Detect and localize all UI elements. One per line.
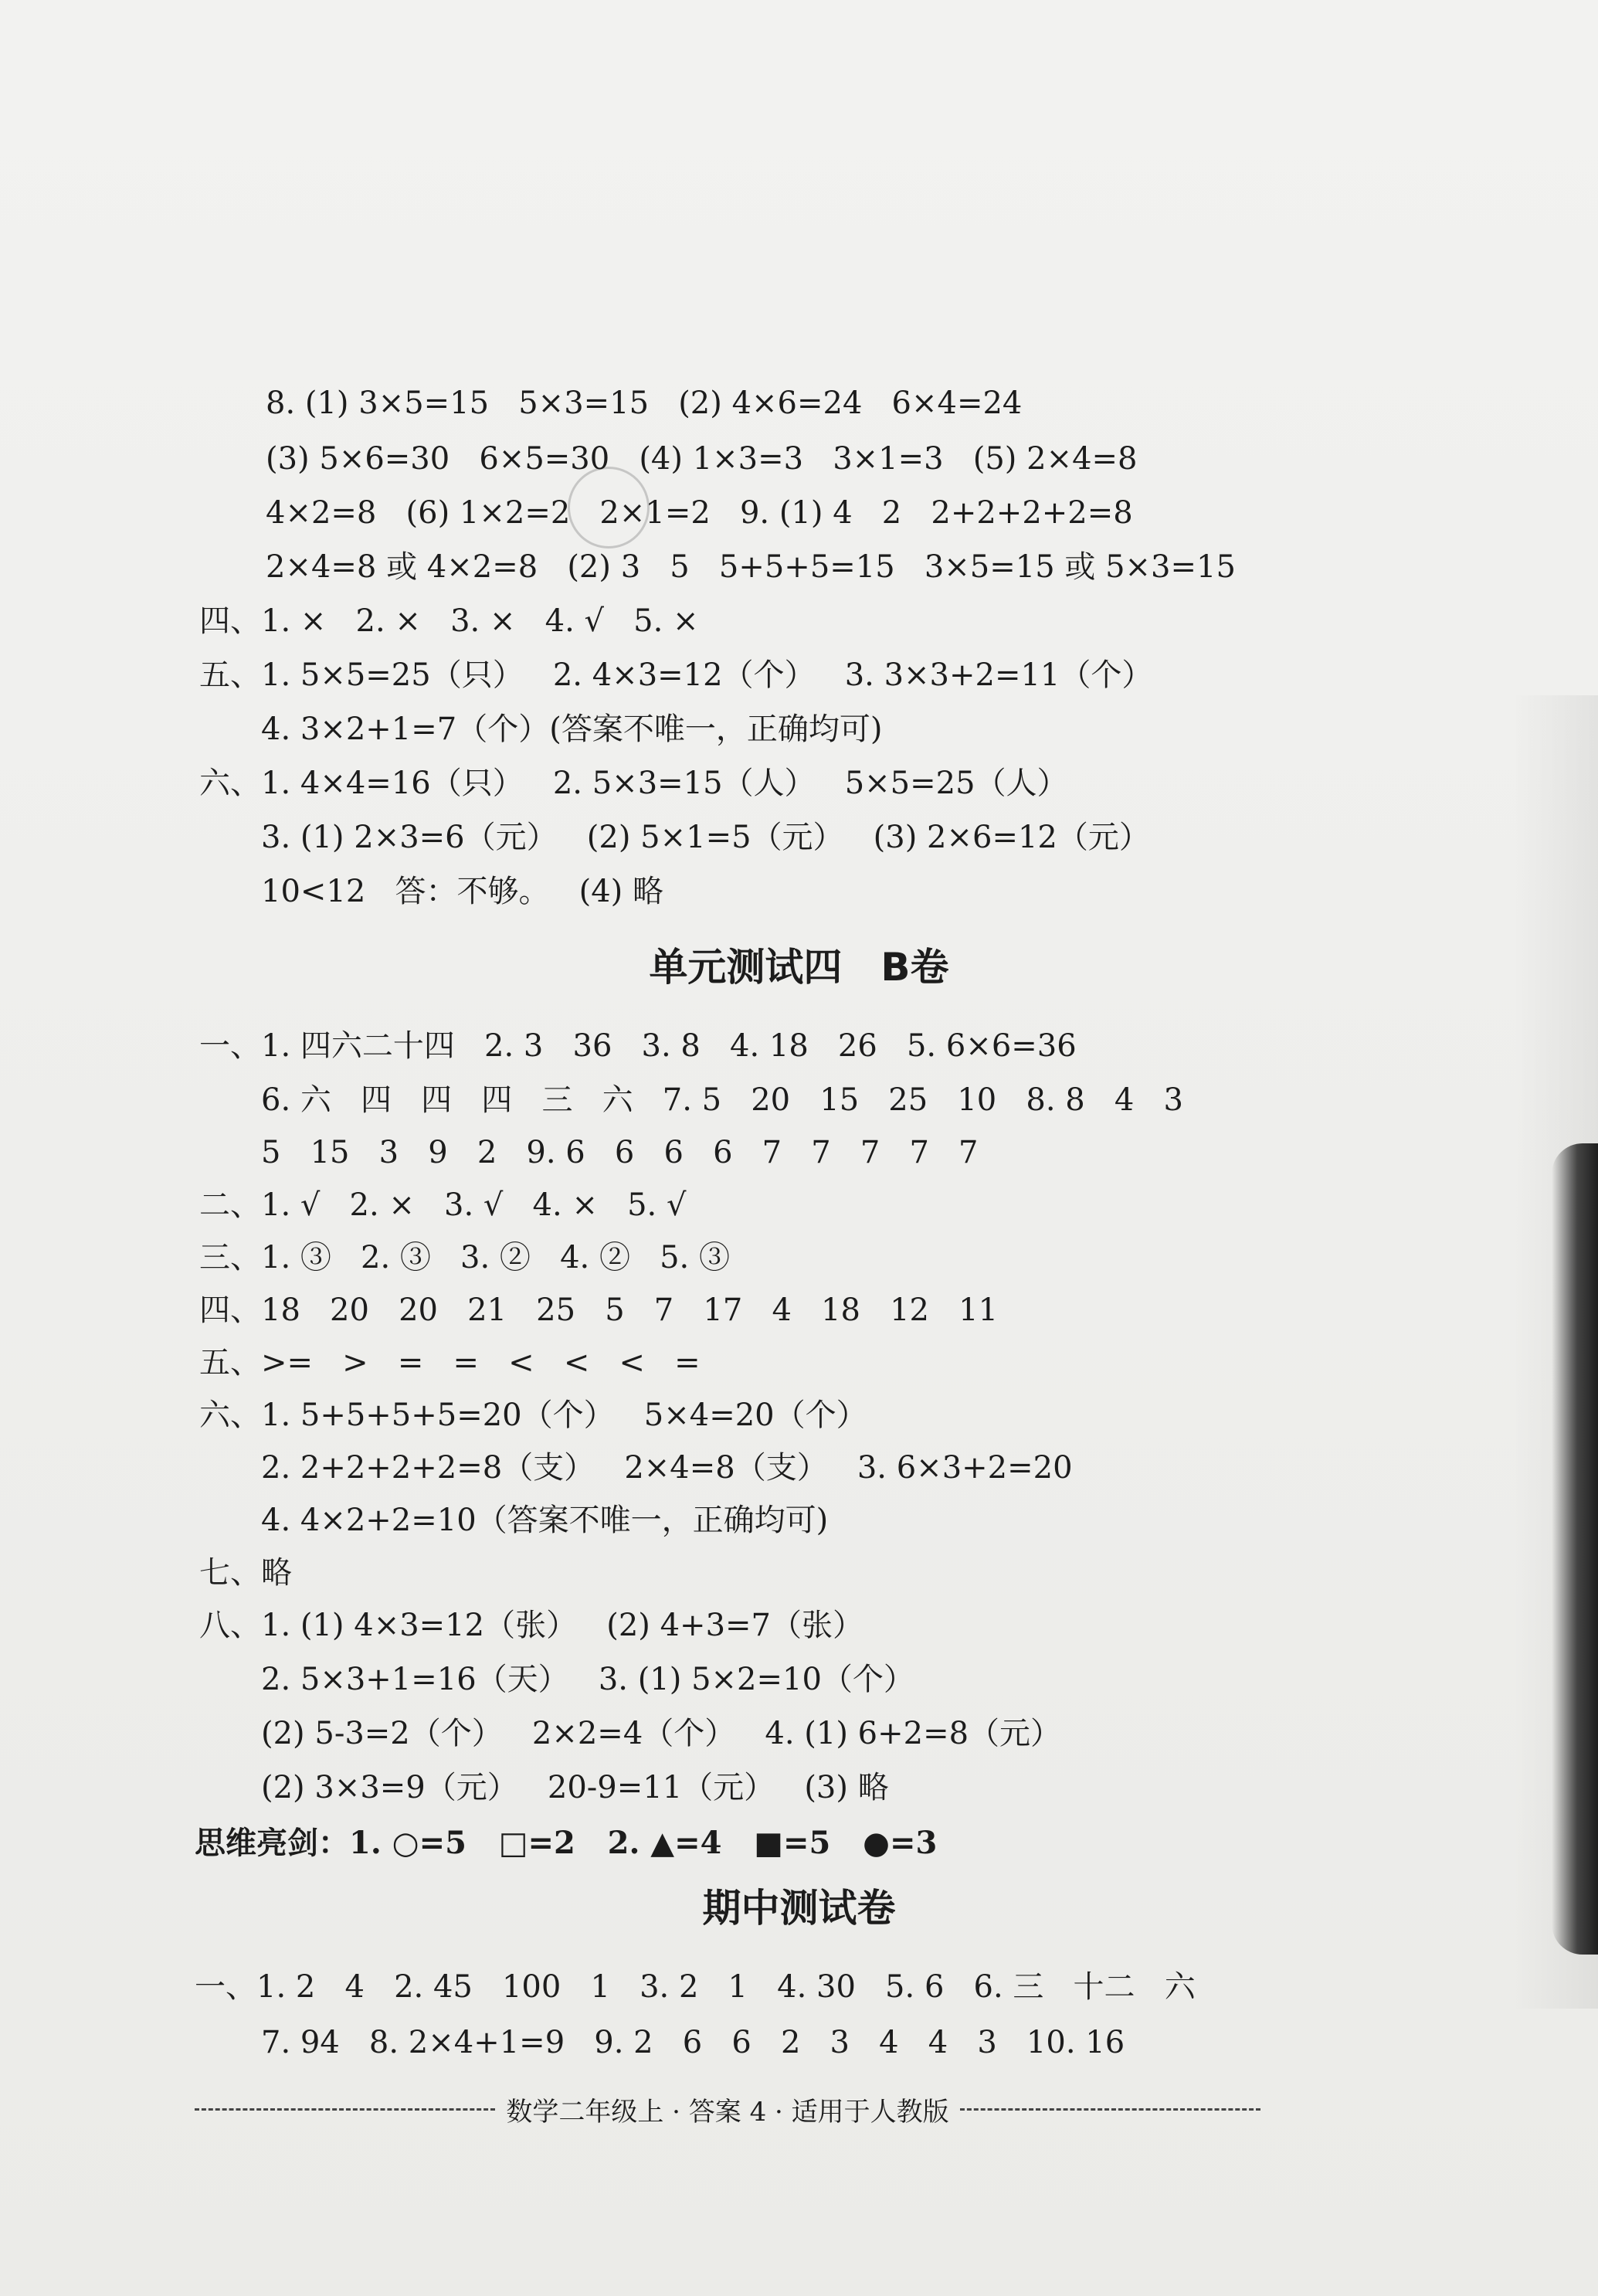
answer-line: 8. (1) 3×5=15 5×3=15 (2) 4×6=24 6×4=24: [266, 385, 1023, 421]
answer-line: 5 15 3 9 2 9. 6 6 6 6 7 7 7 7 7: [261, 1135, 979, 1170]
page-footer: [195, 2094, 1260, 2128]
answer-line: 四、1. × 2. × 3. × 4. √ 5. ×: [199, 603, 699, 639]
footer-divider-right: [960, 2108, 1260, 2111]
answer-line: 六、1. 5+5+5+5=20（个） 5×4=20（个）: [199, 1398, 867, 1433]
footer-text: 数学二年级上 · 答案 4 · 适用于人教版: [506, 2096, 949, 2128]
section-heading-midterm: 期中测试卷: [702, 1886, 896, 1931]
section-heading-unit4-b: 单元测试四 B卷: [649, 945, 949, 990]
answer-line: 6. 六 四 四 四 三 六 7. 5 20 15 25 10 8. 8 4 3: [261, 1082, 1183, 1118]
answer-line: 五、1. 5×5=25（只） 2. 4×3=12（个） 3. 3×3+2=11（个）: [199, 657, 1153, 693]
answer-line: 一、1. 2 4 2. 45 100 1 3. 2 1 4. 30 5. 6 6. 三 十二 六: [195, 1969, 1196, 2005]
answer-line: 2. 2+2+2+2=8（支） 2×4=8（支） 3. 6×3+2=20: [261, 1450, 1073, 1486]
answer-line: 八、1. (1) 4×3=12（张） (2) 4+3=7（张）: [199, 1608, 863, 1643]
answer-line: 7. 94 8. 2×4+1=9 9. 2 6 6 2 3 4 4 3 10. 16: [261, 2025, 1125, 2060]
answer-line: 六、1. 4×4=16（只） 2. 5×3=15（人） 5×5=25（人）: [199, 766, 1068, 801]
answer-line: (3) 5×6=30 6×5=30 (4) 1×3=3 3×1=3 (5) 2×4=8: [266, 441, 1138, 477]
answer-line: 3. (1) 2×3=6（元） (2) 5×1=5（元） (3) 2×6=12（元）: [261, 820, 1150, 855]
answer-line: 2×4=8 或 4×2=8 (2) 3 5 5+5+5=15 3×5=15 或 5×3=15: [266, 549, 1236, 585]
answer-line: 一、1. 四六二十四 2. 3 36 3. 8 4. 18 26 5. 6×6=36: [199, 1028, 1077, 1064]
answer-line: 2. 5×3+1=16（天） 3. (1) 5×2=10（个）: [261, 1662, 914, 1697]
answer-line: 七、略: [199, 1555, 292, 1591]
answer-line: 4. 4×2+2=10（答案不唯一，正确均可): [261, 1503, 829, 1538]
answer-line: (2) 5-3=2（个） 2×2=4（个） 4. (1) 6+2=8（元）: [261, 1716, 1062, 1751]
answer-line: 4. 3×2+1=7（个）(答案不唯一，正确均可): [261, 712, 883, 747]
answer-line: 二、1. √ 2. × 3. √ 4. × 5. √: [199, 1187, 687, 1223]
answer-line: (2) 3×3=9（元） 20-9=11（元） (3) 略: [261, 1770, 889, 1805]
thinking-challenge-line: 思维亮剑：1. ○=5 □=2 2. ▲=4 ■=5 ●=3: [195, 1825, 938, 1861]
footer-divider-left: [195, 2108, 495, 2111]
page-edge-shadow: [1552, 1143, 1598, 1955]
answer-line: 10<12 答：不够。 (4) 略: [261, 874, 663, 909]
answer-line: 五、>= > = = < < < =: [199, 1345, 701, 1381]
answer-line: 4×2=8 (6) 1×2=2 2×1=2 9. (1) 4 2 2+2+2+2=8: [266, 495, 1133, 531]
answer-line: 四、18 20 20 21 25 5 7 17 4 18 12 11: [199, 1292, 999, 1328]
answer-line: 三、1. ③ 2. ③ 3. ② 4. ② 5. ③: [199, 1240, 730, 1275]
